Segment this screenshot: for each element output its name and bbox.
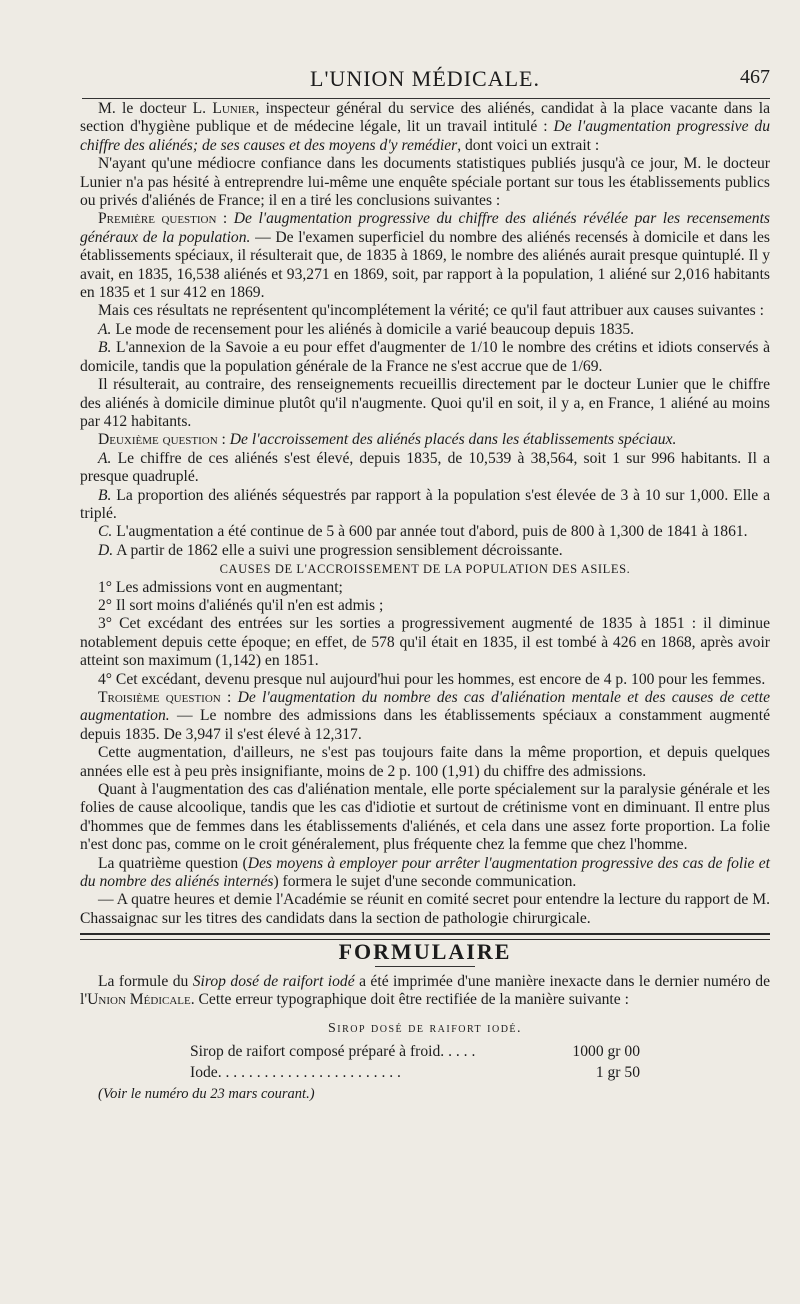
question-1-title: De l'augmentation progressive du chiffre des aliénés révélée par les recensements généraux de la population. xyxy=(80,210,770,246)
cause-4: 4° Cet excédant, devenu presque nul aujourd'hui pour les hommes, est encore de 4 p. 100 pour les femmes. xyxy=(98,670,766,688)
item-a1 xyxy=(80,321,770,339)
title-rule xyxy=(375,966,475,967)
question-1-label: Première question : xyxy=(98,210,234,228)
cause-1: 1° Les admissions vont en augmentant; xyxy=(98,578,343,596)
ingredient-row xyxy=(190,1064,640,1085)
item-text: A partir de 1862 elle a suivi une progression sensiblement décroissante. xyxy=(113,541,563,559)
question-2-label: Deuxième question : xyxy=(98,431,230,449)
intro-text-a: M. le docteur L. xyxy=(98,100,213,117)
article-body xyxy=(80,100,770,1103)
page-number: 467 xyxy=(740,66,770,88)
item-label: C. xyxy=(98,523,113,541)
cause-2: 2° Il sort moins d'aliénés qu'il n'en est admis ; xyxy=(98,596,384,614)
ingredient-name: Sirop de raifort composé préparé à froid. . . . . xyxy=(190,1042,476,1060)
question-1 xyxy=(80,210,770,302)
paragraph-cette: Cette augmentation, d'ailleurs, ne s'est pas toujours faite dans la même proportion, et depuis quelques années elle est à peu près insignifiante, moins de 2 p. 100 (1,91) du chiffre des admissions. xyxy=(80,744,770,780)
question-3-title: De l'augmentation du nombre des cas d'aliénation mentale et des causes de cette augmentation. xyxy=(80,689,770,725)
item-text: L'annexion de la Savoie a eu pour effet d'augmenter de 1/10 le nombre des crétins et idiots conservés à domicile, tandis que la population générale de la France ne s'est accrue que de 1/69. xyxy=(80,339,770,375)
item-label: B. xyxy=(98,339,112,357)
formulaire-title: FORMULAIRE xyxy=(338,939,512,965)
header-rule xyxy=(82,98,770,99)
paragraph-resulterait: Il résulterait, au contraire, des renseignements recueillis directement par le docteur Lunier que le chiffre des aliénés à domicile diminue plutôt qu'il n'augmente. Quoi qu'il en soit, il y a, en France, 1 aliéné au moins par 412 habitants. xyxy=(80,376,770,430)
ingredient-quantity: 1000 gr 00 xyxy=(572,1042,640,1060)
intro-paragraph xyxy=(80,100,770,155)
item-label: A. xyxy=(98,320,112,338)
ingredient-quantity: 1 gr 50 xyxy=(595,1063,640,1081)
item-c2 xyxy=(80,523,770,541)
item-text: Le chiffre de ces aliénés s'est élevé, depuis 1835, de 10,539 à 38,564, soit 1 sur 996 habitants. Il a presque quadruplé. xyxy=(80,449,770,486)
item-a2 xyxy=(80,450,770,487)
paper-title: De l'augmentation progressive du chiffre des aliénés; de ses causes et des moyens d'y remédier xyxy=(80,118,770,154)
item-d2 xyxy=(80,542,770,560)
item-b2 xyxy=(80,487,770,524)
paragraph-mais: Mais ces résultats ne représentent qu'incomplétement la vérité; ce qu'il faut attribuer aux causes suivantes : xyxy=(98,302,764,320)
author-name: Lunier xyxy=(212,100,256,117)
question-4-title: Des moyens à employer pour arrêter l'augmentation progressive des cas de folie et du nombre des aliénés internés xyxy=(80,854,770,891)
recipe-title: Sirop dosé de raifort iodé. xyxy=(327,1020,523,1036)
formulaire-intro-a: La formule du xyxy=(98,972,193,990)
paragraph-final: — A quatre heures et demie l'Académie se réunit en comité secret pour entendre la lecture du rapport de M. Chassaignac sur les titres des candidats dans la section de pathologie chirurgicale. xyxy=(80,891,770,927)
reference-note: (Voir le numéro du 23 mars courant.) xyxy=(98,1085,315,1102)
question-3-label: Troisième question : xyxy=(98,689,238,706)
formulaire-intro-c: . Cette erreur typographique doit être rectifiée de la manière suivante : xyxy=(190,991,629,1009)
formulaire-intro xyxy=(80,973,770,1010)
journal-name: Union Médicale xyxy=(87,991,191,1009)
question-2 xyxy=(80,431,770,449)
causes-heading: CAUSES DE L'ACCROISSEMENT DE LA POPULATION DES ASILES. xyxy=(219,562,631,577)
item-text: La proportion des aliénés séquestrés par rapport à la population s'est élevée de 3 à 10 sur 1,000. Elle a triplé. xyxy=(80,486,770,522)
item-b1 xyxy=(80,339,770,376)
question-4 xyxy=(80,855,770,892)
formulaire-intro-b: a été imprimée d'une manière inexacte dans le dernier numéro de l' xyxy=(80,972,770,1009)
formulaire-recipe-name: Sirop dosé de raifort iodé xyxy=(192,972,355,990)
cause-3: 3° Cet excédant des entrées sur les sorties a progressivement augmenté de 1835 à 1851 : il diminue notablement depuis cette époque; en effet, de 578 qu'il était en 1835, il est tombé à 426 en 1868, après avoir atteint son maximum (1,142) en 1851. xyxy=(80,615,770,670)
item-label: A. xyxy=(98,449,112,467)
item-label: D. xyxy=(98,541,114,559)
paragraph-quant: Quant à l'augmentation des cas d'aliénation mentale, elle porte spécialement sur la paralysie générale et les folies de cause alcoolique, tandis que les cas d'idiotie et surtout de crétinisme vont en diminuant. Il entre plus d'hommes que de femmes dans les établissements d'aliénés, et cela dans une assez forte proportion. La folie n'est donc pas, comme on le croit généralement, plus fréquente chez la femme que chez l'homme. xyxy=(80,781,770,854)
ingredient-name: Iode. . . . . . . . . . . . . . . . . . . . . . . . xyxy=(190,1063,401,1081)
intro-text-b: , inspecteur général du service des aliénés, candidat à la place vacante dans la section d'hygiène publique et de médecine légale, lit un travail intitulé : xyxy=(80,100,770,136)
intro-text-c: , dont voici un extrait : xyxy=(457,136,600,154)
item-label: B. xyxy=(98,486,112,504)
question-3 xyxy=(80,689,770,744)
item-text: L'augmentation a été continue de 5 à 600 par année tout d'abord, puis de 800 à 1,300 de 1841 à 1861. xyxy=(112,523,748,541)
question-4-text-a: La quatrième question ( xyxy=(98,854,248,872)
question-3-text: — Le nombre des admissions dans les établissements spéciaux a constamment augmenté depuis 1835. De 3,947 il s'est élevé à 12,317. xyxy=(80,707,770,743)
item-text: Le mode de recensement pour les aliénés à domicile a varié beaucoup depuis 1835. xyxy=(111,320,635,338)
running-title: L'UNION MÉDICALE. xyxy=(310,66,540,91)
question-4-text-b: ) formera le sujet d'une seconde communication. xyxy=(273,873,577,891)
page-header xyxy=(80,66,770,98)
question-1-text: — De l'examen superficiel du nombre des aliénés recensés à domicile et dans les établissements spéciaux, il résulterait que, de 1835 à 1869, le nombre des aliénés aurait presque quintuplé. Il y avait, en 1835, 16,538 aliénés et 93,271 en 1869, soit, par rapport à la population, 1 aliéné sur 2,016 habitants en 1835 et 1 sur 412 en 1869. xyxy=(80,228,770,302)
question-2-title: De l'accroissement des aliénés placés dans les établissements spéciaux. xyxy=(229,431,677,449)
paragraph-confiance: N'ayant qu'une médiocre confiance dans les documents statistiques publiés jusqu'à ce jour, M. le docteur Lunier n'a pas hésité à entreprendre lui-même une enquête spéciale portant sur tous les établissements publics ou privés d'aliénés de France; il en a tiré les conclusions suivantes : xyxy=(80,155,770,210)
ingredient-row xyxy=(190,1043,640,1064)
